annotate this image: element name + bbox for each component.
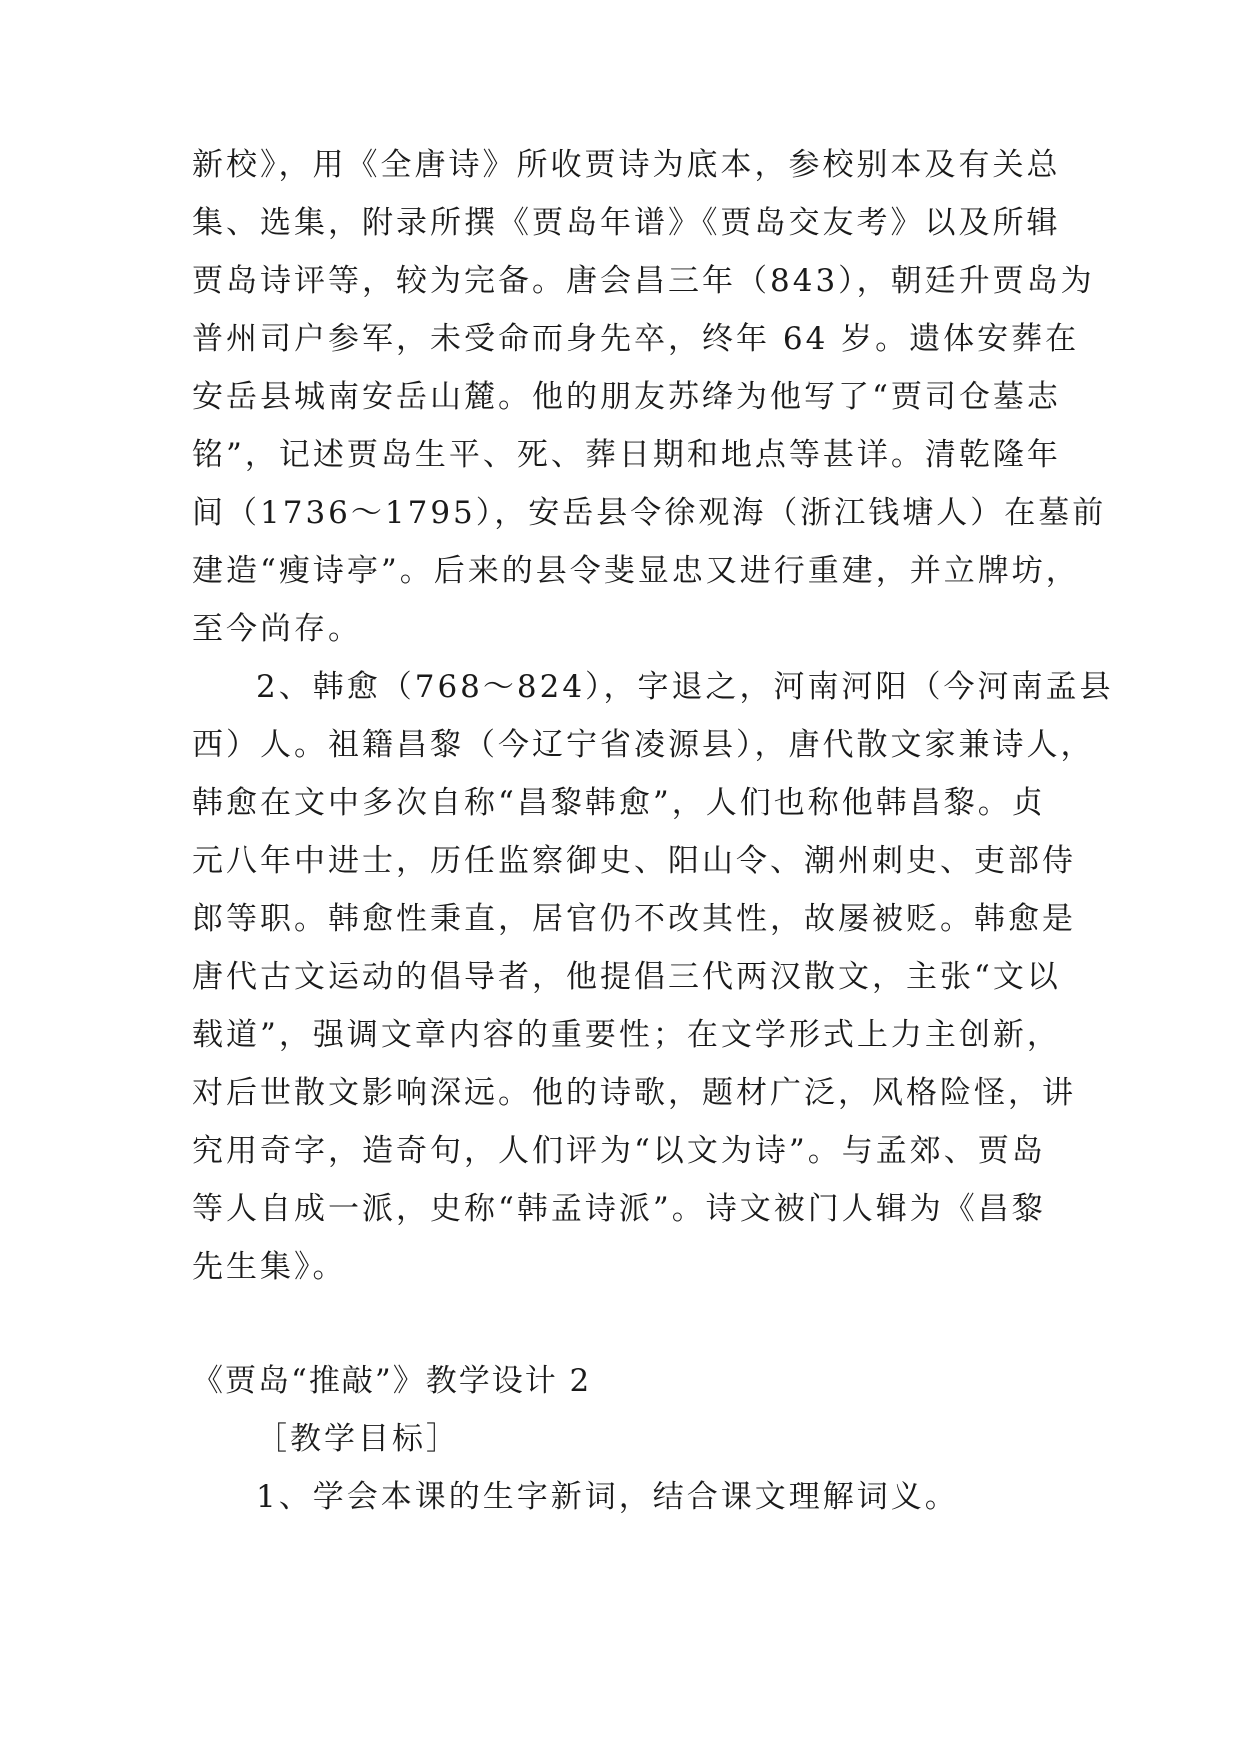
text-line: 韩愈在文中多次自称“昌黎韩愈”，人们也称他韩昌黎。贞	[192, 785, 1046, 821]
section-title: 《贾岛“推敲”》教学设计 2	[192, 1363, 592, 1399]
objective-item: 1、学会本课的生字新词，结合课文理解词义。	[256, 1479, 959, 1515]
text-line: 载道”，强调文章内容的重要性；在文学形式上力主创新，	[192, 1017, 1061, 1053]
text-line: 等人自成一派，史称“韩孟诗派”。诗文被门人辑为《昌黎	[192, 1191, 1046, 1227]
text-line: 建造“瘦诗亭”。后来的县令斐显忠又进行重建，并立牌坊，	[192, 553, 1080, 589]
text-line: 至今尚存。	[192, 611, 362, 647]
text-line: 郎等职。韩愈性秉直，居官仍不改其性，故屡被贬。韩愈是	[192, 901, 1076, 937]
text-line: 普州司户参军，未受命而身先卒，终年 64 岁。遗体安葬在	[192, 321, 1080, 357]
text-line: 铭”，记述贾岛生平、死、葬日期和地点等甚详。清乾隆年	[192, 437, 1061, 473]
subheading: ［教学目标］	[256, 1421, 460, 1457]
text-line: 究用奇字，造奇句，人们评为“以文为诗”。与孟郊、贾岛	[192, 1133, 1046, 1169]
text-line: 元八年中进士，历任监察御史、阳山令、潮州刺史、吏部侍	[192, 843, 1076, 879]
text-line: 贾岛诗评等，较为完备。唐会昌三年（843），朝廷升贾岛为	[192, 263, 1095, 299]
text-line: 2、韩愈（768～824），字退之，河南河阳（今河南孟县	[256, 669, 1114, 705]
text-line: 唐代古文运动的倡导者，他提倡三代两汉散文，主张“文以	[192, 959, 1061, 995]
text-line: 新校》，用《全唐诗》所收贾诗为底本，参校别本及有关总	[192, 147, 1061, 183]
text-line: 先生集》。	[192, 1249, 347, 1285]
text-line: 集、选集，附录所撰《贾岛年谱》《贾岛交友考》以及所辑	[192, 205, 1061, 241]
text-line: 对后世散文影响深远。他的诗歌，题材广泛，风格险怪，讲	[192, 1075, 1076, 1111]
text-line: 间（1736～1795），安岳县令徐观海（浙江钱塘人）在墓前	[192, 495, 1107, 531]
text-line: 安岳县城南安岳山麓。他的朋友苏绛为他写了“贾司仓墓志	[192, 379, 1061, 415]
text-line: 西）人。祖籍昌黎（今辽宁省凌源县），唐代散文家兼诗人，	[192, 727, 1095, 763]
